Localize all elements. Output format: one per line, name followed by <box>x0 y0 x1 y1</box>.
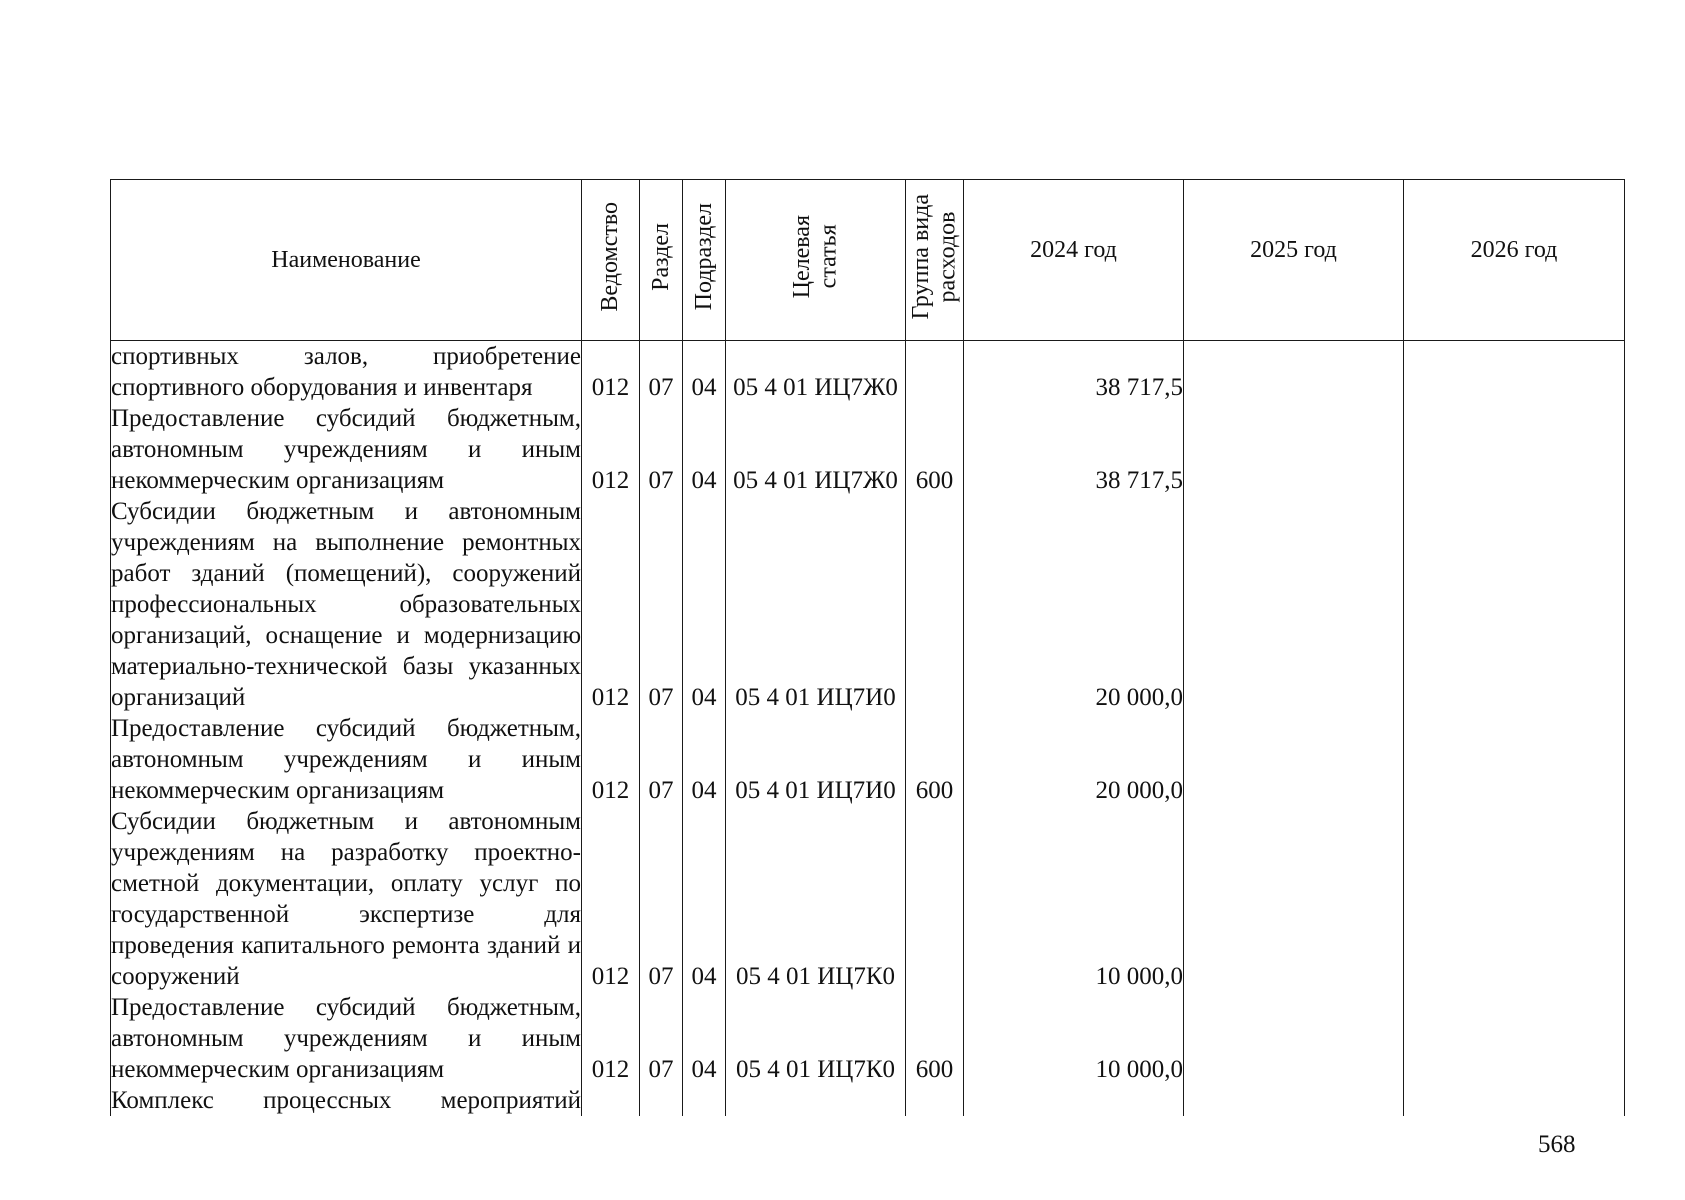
table-row <box>111 806 1625 992</box>
row-razdel: 07 <box>640 496 683 713</box>
row-vedomstvo: 012 <box>582 496 640 713</box>
row-2026 <box>1404 1085 1625 1116</box>
row-tselevaya-statya: 05 4 01 ИЦ7И0 <box>726 713 906 806</box>
row-vedomstvo: 012 <box>582 713 640 806</box>
row-2024 <box>964 1085 1184 1116</box>
header-2024: 2024 год <box>964 180 1184 341</box>
row-razdel: 07 <box>640 403 683 496</box>
row-2025 <box>1184 1085 1404 1116</box>
row-2024: 38 717,5 <box>964 341 1184 404</box>
row-vedomstvo: 012 <box>582 992 640 1085</box>
header-gruppa-vida-raskhodov: Группа вида расходов <box>906 180 964 341</box>
row-2026 <box>1404 713 1625 806</box>
header-tselevaya-statya: Целевая статья <box>726 180 906 341</box>
row-podrazdel: 04 <box>683 806 726 992</box>
row-gruppa <box>906 1085 964 1116</box>
row-2025 <box>1184 992 1404 1085</box>
row-name: Предоставление субсидий бюджетным, автономным учреждениям и иным некоммерческим организациям <box>111 994 581 1083</box>
row-tselevaya-statya: 05 4 01 ИЦ7Ж0 <box>726 403 906 496</box>
header-2026: 2026 год <box>1404 180 1625 341</box>
row-razdel: 07 <box>640 992 683 1085</box>
row-2026 <box>1404 806 1625 992</box>
row-vedomstvo: 012 <box>582 341 640 404</box>
row-2024: 20 000,0 <box>964 496 1184 713</box>
table-row <box>111 1085 1625 1116</box>
row-gruppa: 600 <box>906 992 964 1085</box>
row-2025 <box>1184 806 1404 992</box>
row-gruppa <box>906 496 964 713</box>
row-podrazdel: 04 <box>683 496 726 713</box>
row-name: Субсидии бюджетным и автономным учреждениям на выполнение ремонтных работ зданий (помещений), сооружений профессиональных образовательных организаций, оснащение и модернизацию материально-технической базы указанных организаций <box>111 498 581 711</box>
budget-table <box>110 179 1625 1116</box>
row-gruppa <box>906 341 964 404</box>
row-vedomstvo <box>582 1085 640 1116</box>
row-2024: 10 000,0 <box>964 992 1184 1085</box>
header-razdel: Раздел <box>640 180 683 341</box>
header-vedomstvo: Ведомство <box>582 180 640 341</box>
table-row <box>111 992 1625 1085</box>
row-podrazdel: 04 <box>683 341 726 404</box>
row-podrazdel <box>683 1085 726 1116</box>
row-2025 <box>1184 403 1404 496</box>
row-podrazdel: 04 <box>683 713 726 806</box>
row-vedomstvo: 012 <box>582 403 640 496</box>
row-2026 <box>1404 403 1625 496</box>
row-gruppa: 600 <box>906 403 964 496</box>
row-tselevaya-statya <box>726 1085 906 1116</box>
row-tselevaya-statya: 05 4 01 ИЦ7К0 <box>726 992 906 1085</box>
header-name: Наименование <box>111 180 582 341</box>
row-2026 <box>1404 341 1625 404</box>
row-razdel <box>640 1085 683 1116</box>
row-podrazdel: 04 <box>683 403 726 496</box>
table-row <box>111 341 1625 404</box>
row-name: Предоставление субсидий бюджетным, автономным учреждениям и иным некоммерческим организациям <box>111 715 581 804</box>
row-2024: 20 000,0 <box>964 713 1184 806</box>
row-tselevaya-statya: 05 4 01 ИЦ7Ж0 <box>726 341 906 404</box>
header-row <box>111 180 1625 341</box>
header-2025: 2025 год <box>1184 180 1404 341</box>
row-razdel: 07 <box>640 713 683 806</box>
row-razdel: 07 <box>640 806 683 992</box>
row-gruppa <box>906 806 964 992</box>
row-podrazdel: 04 <box>683 992 726 1085</box>
header-podrazdel: Подраздел <box>683 180 726 341</box>
row-2025 <box>1184 713 1404 806</box>
row-tselevaya-statya: 05 4 01 ИЦ7К0 <box>726 806 906 992</box>
row-2026 <box>1404 496 1625 713</box>
row-gruppa: 600 <box>906 713 964 806</box>
table-row <box>111 403 1625 496</box>
row-name: Комплекс процессных мероприятий <box>111 1087 581 1114</box>
row-vedomstvo: 012 <box>582 806 640 992</box>
row-2025 <box>1184 496 1404 713</box>
table-row <box>111 496 1625 713</box>
page-number: 568 <box>1538 1131 1576 1158</box>
row-razdel: 07 <box>640 341 683 404</box>
row-name: Субсидии бюджетным и автономным учреждениям на разработку проектно-сметной документации, оплату услуг по государственной экспертизе для проведения капитального ремонта зданий и сооружений <box>111 808 581 990</box>
row-name: спортивных залов, приобретение спортивного оборудования и инвентаря <box>111 341 582 404</box>
table-row <box>111 713 1625 806</box>
row-2025 <box>1184 341 1404 404</box>
row-2024: 10 000,0 <box>964 806 1184 992</box>
row-2026 <box>1404 992 1625 1085</box>
row-tselevaya-statya: 05 4 01 ИЦ7И0 <box>726 496 906 713</box>
row-name: Предоставление субсидий бюджетным, автономным учреждениям и иным некоммерческим организациям <box>111 405 581 494</box>
row-2024: 38 717,5 <box>964 403 1184 496</box>
